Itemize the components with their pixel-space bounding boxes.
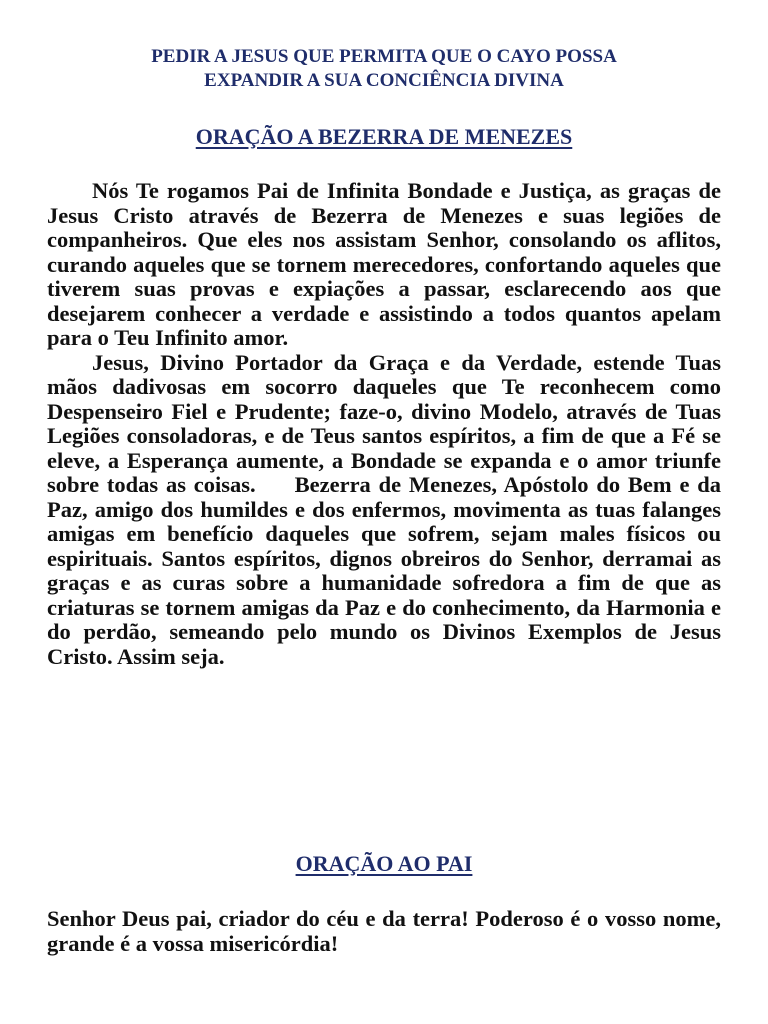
section-title-bezerra: ORAÇÃO A BEZERRA DE MENEZES bbox=[195, 124, 573, 149]
header-line-1: PEDIR A JESUS QUE PERMITA QUE O CAYO POSSA bbox=[151, 46, 617, 67]
document-header bbox=[0, 45, 768, 93]
header-line-2: EXPANDIR A SUA CONCIÊNCIA DIVINA bbox=[204, 70, 564, 91]
prayer-paragraph-2: Jesus, Divino Portador da Graça e da Verdade, estende Tuas mãos dadivosas em socorro daqueles que Te reconhecem como Despenseiro Fiel e Prudente; faze-o, divino Modelo, através de Tuas Legiões consoladoras, e de Teus santos espíritos, a fim de que a Fé se eleve, a Esperança aumente, a Bondade se expanda e o amor triunfe sobre todas as coisas. Bezerra de Menezes, Apóstolo do Bem e da Paz, amigo dos humildes e dos enfermos, movimenta as tuas falanges amigas em benefício daqueles que sofrem, sejam males físicos ou espirituais. Santos espíritos, dignos obreiros do Senhor, derramai as graças e as curas sobre a humanidade sofredora a fim de que as criaturas se tornem amigas da Paz e do conhecimento, da Harmonia e do perdão, semeando pelo mundo os Divinos Exemplos de Jesus Cristo. Assim seja. bbox=[47, 349, 727, 669]
prayer-ao-pai bbox=[47, 907, 721, 956]
prayer-ao-pai-paragraph-1: Senhor Deus pai, criador do céu e da terra! Poderoso é o vosso nome, grande é a vossa misericórdia! bbox=[47, 906, 721, 956]
section-title-ao-pai: ORAÇÃO AO PAI bbox=[295, 851, 473, 876]
prayer-paragraph-1: Nós Te rogamos Pai de Infinita Bondade e Justiça, as graças de Jesus Cristo através de Bezerra de Menezes e suas legiões de companheiros. Que eles nos assistam Senhor, consolando os aflitos, curando aqueles que se tornem merecedores, confortando aqueles que tiverem suas provas e expiações a passar, esclarecendo aos que desejarem conhecer a verdade e assistindo a todos quantos apelam para o Teu Infinito amor. bbox=[47, 178, 721, 350]
prayer-bezerra-de-menezes bbox=[47, 178, 727, 669]
